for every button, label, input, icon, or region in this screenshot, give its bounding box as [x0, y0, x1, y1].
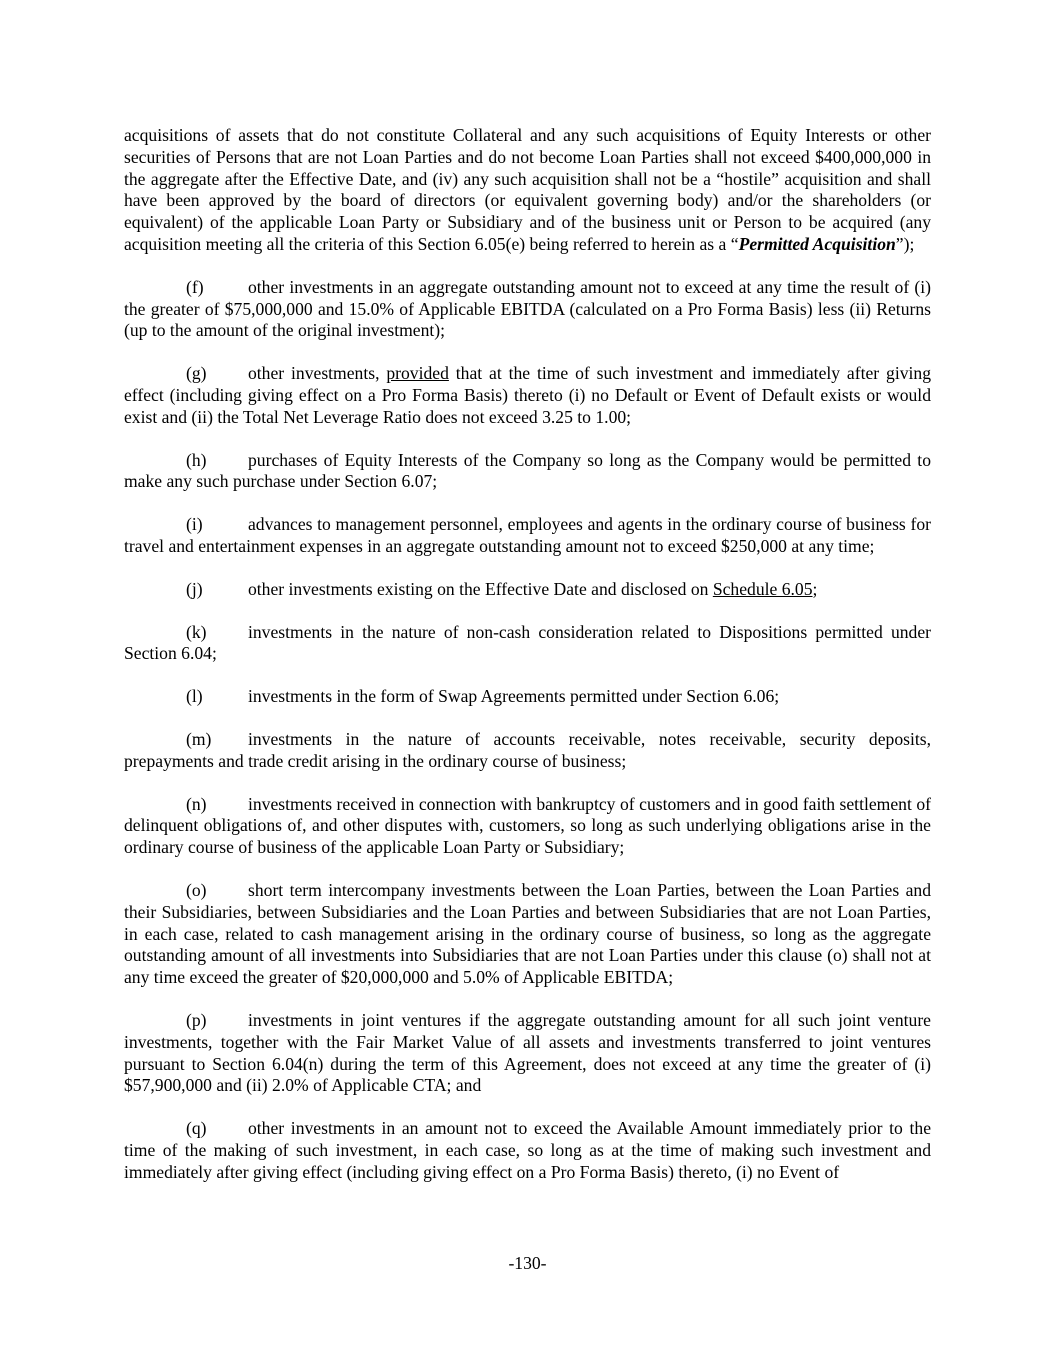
clause-l: [124, 686, 931, 708]
continuation-text: acquisitions of assets that do not constitute Collateral and any such acquisitions of Equity Interests or other securities of Persons that are not Loan Parties and do not become Loan Parties shall not exceed $400,000,000 in the aggregate after the Effective Date, and (iv) any such acquisition shall not be a “hostile” acquisition and shall have been approved by the board of directors (or equivalent governing body) and/or the shareholders (or equivalent) of the applicable Loan Party or Subsidiary and of the business unit or Person to be acquired (any acquisition meeting all the criteria of this Section 6.05(e) being referred to herein as a “: [124, 125, 931, 254]
continuation-tail: ”);: [895, 233, 915, 254]
clause-label: (m): [186, 728, 212, 749]
page-number: -130-: [508, 1253, 547, 1273]
clause-p: [124, 1010, 931, 1097]
clause-text: purchases of Equity Interests of the Company so long as the Company would be permitted to make any such purchase under Section 6.07;: [124, 449, 931, 492]
clause-label: (p): [186, 1009, 207, 1030]
defined-term-permitted-acquisition: Permitted Acquisition: [738, 233, 896, 254]
clause-text-post: that at the time of such investment and immediately after giving effect (including giving effect on a Pro Forma Basis) thereto (i) no Default or Event of Default exists or would exist and (ii) the Total Net Leverage Ratio does not exceed 3.25 to 1.00;: [124, 363, 931, 427]
clause-label: (o): [186, 879, 207, 900]
clause-j: [124, 579, 931, 601]
clause-label: (n): [186, 793, 207, 814]
clause-label: (i): [186, 514, 203, 535]
clause-text: advances to management personnel, employees and agents in the ordinary course of business for travel and entertainment expenses in an aggregate outstanding amount not to exceed $250,000 at any time;: [124, 514, 931, 556]
clause-k: [124, 622, 931, 666]
clause-o: [124, 880, 931, 989]
clause-text-pre: other investments,: [248, 363, 387, 384]
clause-f: [124, 277, 931, 342]
clause-text: investments in the form of Swap Agreements permitted under Section 6.06;: [248, 686, 780, 707]
clause-label: (j): [186, 578, 203, 599]
clause-text: short term intercompany investments between the Loan Parties, between the Loan Parties and their Subsidiaries, between Subsidiaries and the Loan Parties and between Subsidiaries that are not Loan Parties, in each case, related to cash management arising in the ordinary course of business, so long as the aggregate outstanding amount of all investments into Subsidiaries that are not Loan Parties under this clause (o) shall not at any time exceed the greater of $20,000,000 and 5.0% of Applicable EBITDA;: [124, 879, 931, 988]
clause-label: (f): [186, 276, 204, 297]
clause-i: [124, 514, 931, 558]
clause-text: investments in the nature of accounts receivable, notes receivable, security deposits, prepayments and trade credit arising in the ordinary course of business;: [124, 728, 931, 771]
clause-label: (k): [186, 621, 207, 642]
clause-text: investments received in connection with bankruptcy of customers and in good faith settlement of delinquent obligations of, and other disputes with, customers, so long as such underlying obligations arise in the ordinary course of business of the applicable Loan Party or Subsidiary;: [124, 793, 931, 858]
clause-text-post: ;: [812, 578, 818, 599]
document-body: [124, 125, 931, 1204]
underlined-term-provided: provided: [386, 363, 449, 384]
clause-text: investments in joint ventures if the aggregate outstanding amount for all such joint venture investments, together with the Fair Market Value of all assets and investments transferred to joint ventures pursuant to Section 6.04(n) during the term of this Agreement, does not exceed at any time the greater of (i) $57,900,000 and (ii) 2.0% of Applicable CTA; and: [124, 1009, 931, 1096]
clause-text: other investments in an amount not to exceed the Available Amount immediately prior to the time of the making of such investment, in each case, so long as at the time of making such investment and immediately after giving effect (including giving effect on a Pro Forma Basis) thereto, (i) no Event of: [124, 1118, 931, 1182]
underlined-schedule-reference: Schedule 6.05: [712, 578, 813, 599]
clause-label: (g): [186, 363, 207, 384]
clause-n: [124, 794, 931, 859]
clause-text: investments in the nature of non-cash consideration related to Dispositions permitted under Section 6.04;: [124, 621, 931, 664]
continuation-paragraph: [124, 125, 931, 256]
clause-text-pre: other investments existing on the Effective Date and disclosed on: [248, 578, 713, 599]
clause-label: (l): [186, 686, 203, 707]
clause-label: (q): [186, 1118, 207, 1139]
clause-text: other investments in an aggregate outstanding amount not to exceed at any time the result of (i) the greater of $75,000,000 and 15.0% of Applicable EBITDA (calculated on a Pro Forma Basis) less (ii) Returns (up to the amount of the original investment);: [124, 276, 931, 341]
clause-label: (h): [186, 449, 207, 470]
clause-g: [124, 363, 931, 428]
clause-h: [124, 450, 931, 494]
clause-m: [124, 729, 931, 773]
clause-q: [124, 1118, 931, 1183]
